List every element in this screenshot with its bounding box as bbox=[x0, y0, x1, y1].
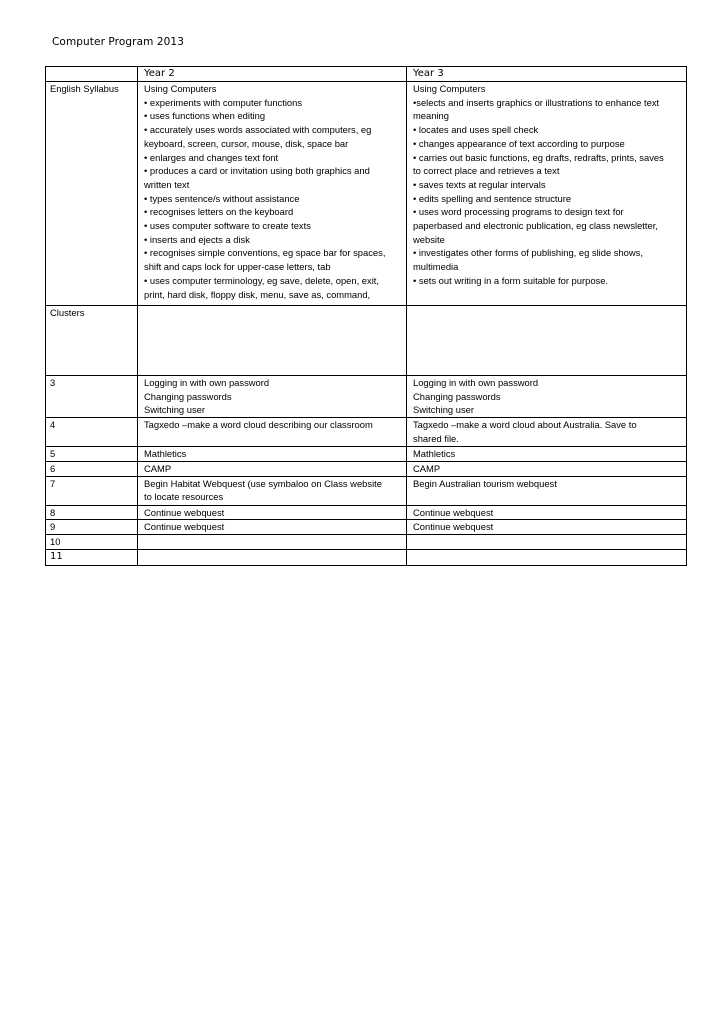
syllabus-year2-line: • experiments with computer functions bbox=[144, 96, 303, 108]
week-row bbox=[46, 376, 687, 418]
week-number: 9 bbox=[46, 520, 138, 535]
syllabus-year3-line: • investigates other forms of publishing, eg slide shows, bbox=[413, 247, 643, 259]
week-row bbox=[46, 505, 687, 520]
syllabus-year3-line: • edits spelling and sentence structure bbox=[413, 192, 572, 204]
week-year2-cell bbox=[138, 549, 407, 565]
week-number: 6 bbox=[46, 461, 138, 476]
syllabus-year3-line: website bbox=[413, 233, 445, 245]
week-year2-line: Continue webquest bbox=[144, 521, 225, 533]
week-year2-cell bbox=[138, 520, 407, 535]
week-year2-line: Changing passwords bbox=[144, 390, 232, 402]
syllabus-year3-line: •selects and inserts graphics or illustrations to enhance text bbox=[413, 96, 660, 108]
week-year3-line: Logging in with own password bbox=[413, 377, 539, 388]
week-year2-line: Tagxedo –make a word cloud describing our classroom bbox=[144, 419, 373, 431]
week-year3-cell bbox=[407, 376, 687, 418]
week-year2-cell bbox=[138, 534, 407, 549]
syllabus-year3-line: • locates and uses spell check bbox=[413, 124, 539, 136]
syllabus-year2-line: • inserts and ejects a disk bbox=[144, 233, 250, 245]
clusters-label: Clusters bbox=[46, 306, 138, 376]
week-row bbox=[46, 418, 687, 447]
header-row bbox=[46, 67, 687, 82]
week-row bbox=[46, 520, 687, 535]
syllabus-year2-line: • uses functions when editing bbox=[144, 110, 266, 122]
syllabus-year2-cell bbox=[138, 82, 407, 306]
syllabus-row bbox=[46, 82, 687, 306]
clusters-year3-cell bbox=[407, 306, 687, 376]
week-year3-line: shared file. bbox=[413, 432, 459, 444]
week-year3-cell bbox=[407, 520, 687, 535]
week-row bbox=[46, 476, 687, 505]
syllabus-year2-line: shift and caps lock for upper-case letters, tab bbox=[144, 261, 331, 273]
week-year2-cell bbox=[138, 418, 407, 447]
syllabus-year2-line: • uses computer terminology, eg save, delete, open, exit, bbox=[144, 274, 380, 286]
week-year3-line: Continue webquest bbox=[413, 521, 494, 533]
week-row bbox=[46, 549, 687, 565]
week-year3-cell bbox=[407, 447, 687, 462]
week-number: 11 bbox=[46, 549, 138, 565]
week-year3-cell bbox=[407, 549, 687, 565]
program-table bbox=[45, 66, 687, 566]
week-year2-line: Mathletics bbox=[144, 448, 187, 460]
syllabus-year3-line: multimedia bbox=[413, 261, 459, 273]
header-year2: Year 2 bbox=[138, 67, 407, 82]
week-number: 8 bbox=[46, 505, 138, 520]
week-year2-line: to locate resources bbox=[144, 491, 224, 503]
week-year2-cell bbox=[138, 505, 407, 520]
week-year3-line: Switching user bbox=[413, 404, 474, 416]
week-year3-line: Tagxedo –make a word cloud about Australia. Save to bbox=[413, 419, 637, 431]
week-year2-cell bbox=[138, 476, 407, 505]
clusters-row bbox=[46, 306, 687, 376]
week-number: 7 bbox=[46, 476, 138, 505]
week-row bbox=[46, 447, 687, 462]
syllabus-year2-heading: Using Computers bbox=[144, 83, 217, 94]
syllabus-year2-line: • recognises letters on the keyboard bbox=[144, 206, 294, 218]
week-year3-cell bbox=[407, 418, 687, 447]
syllabus-label: English Syllabus bbox=[46, 82, 138, 306]
syllabus-year3-line: • saves texts at regular intervals bbox=[413, 178, 546, 190]
week-number: 3 bbox=[46, 376, 138, 418]
week-year3-line: Mathletics bbox=[413, 448, 456, 460]
syllabus-year3-cell bbox=[407, 82, 687, 306]
syllabus-year2-line: • accurately uses words associated with computers, eg bbox=[144, 124, 372, 136]
header-year3: Year 3 bbox=[407, 67, 687, 82]
week-year3-cell bbox=[407, 476, 687, 505]
syllabus-year2-line: print, hard disk, floppy disk, menu, save as, command, bbox=[144, 288, 371, 300]
week-year3-line: Changing passwords bbox=[413, 390, 501, 402]
syllabus-year3-line: • carries out basic functions, eg drafts, redrafts, prints, saves bbox=[413, 151, 664, 163]
week-row bbox=[46, 534, 687, 549]
syllabus-year3-line: • sets out writing in a form suitable for purpose. bbox=[413, 274, 609, 286]
week-year2-line: Logging in with own password bbox=[144, 377, 270, 388]
week-year2-cell bbox=[138, 376, 407, 418]
week-year2-line: Switching user bbox=[144, 404, 205, 416]
week-year2-cell bbox=[138, 447, 407, 462]
syllabus-year2-line: keyboard, screen, cursor, mouse, disk, space bar bbox=[144, 137, 349, 149]
week-year2-line: Begin Habitat Webquest (use symbaloo on Class website bbox=[144, 477, 382, 489]
page-title: Computer Program 2013 bbox=[52, 36, 184, 48]
week-year2-line: Continue webquest bbox=[144, 506, 225, 518]
syllabus-year2-line: • types sentence/s without assistance bbox=[144, 192, 300, 204]
syllabus-year2-line: • uses computer software to create texts bbox=[144, 220, 311, 232]
week-row bbox=[46, 461, 687, 476]
syllabus-year3-line: meaning bbox=[413, 110, 449, 122]
syllabus-year2-line: • produces a card or invitation using both graphics and bbox=[144, 165, 370, 177]
week-year3-cell bbox=[407, 534, 687, 549]
syllabus-year3-heading: Using Computers bbox=[413, 83, 486, 94]
syllabus-year3-line: to correct place and retrieves a text bbox=[413, 165, 560, 177]
syllabus-year3-line: • changes appearance of text according to purpose bbox=[413, 137, 625, 149]
syllabus-year2-line: • recognises simple conventions, eg space bar for spaces, bbox=[144, 247, 386, 259]
syllabus-year3-line: paperbased and electronic publication, eg class newsletter, bbox=[413, 220, 658, 232]
week-year3-line: Begin Australian tourism webquest bbox=[413, 477, 557, 489]
syllabus-year3-line: • uses word processing programs to design text for bbox=[413, 206, 624, 218]
week-year2-line: CAMP bbox=[144, 462, 172, 474]
week-year3-cell bbox=[407, 505, 687, 520]
syllabus-year2-line: written text bbox=[144, 178, 190, 190]
week-year3-cell bbox=[407, 461, 687, 476]
week-year2-cell bbox=[138, 461, 407, 476]
syllabus-year2-line: • enlarges and changes text font bbox=[144, 151, 279, 163]
clusters-year2-cell bbox=[138, 306, 407, 376]
week-number: 10 bbox=[46, 534, 138, 549]
week-number: 5 bbox=[46, 447, 138, 462]
week-year3-line: CAMP bbox=[413, 462, 441, 474]
header-blank-cell bbox=[46, 67, 138, 82]
week-number: 4 bbox=[46, 418, 138, 447]
week-year3-line: Continue webquest bbox=[413, 506, 494, 518]
